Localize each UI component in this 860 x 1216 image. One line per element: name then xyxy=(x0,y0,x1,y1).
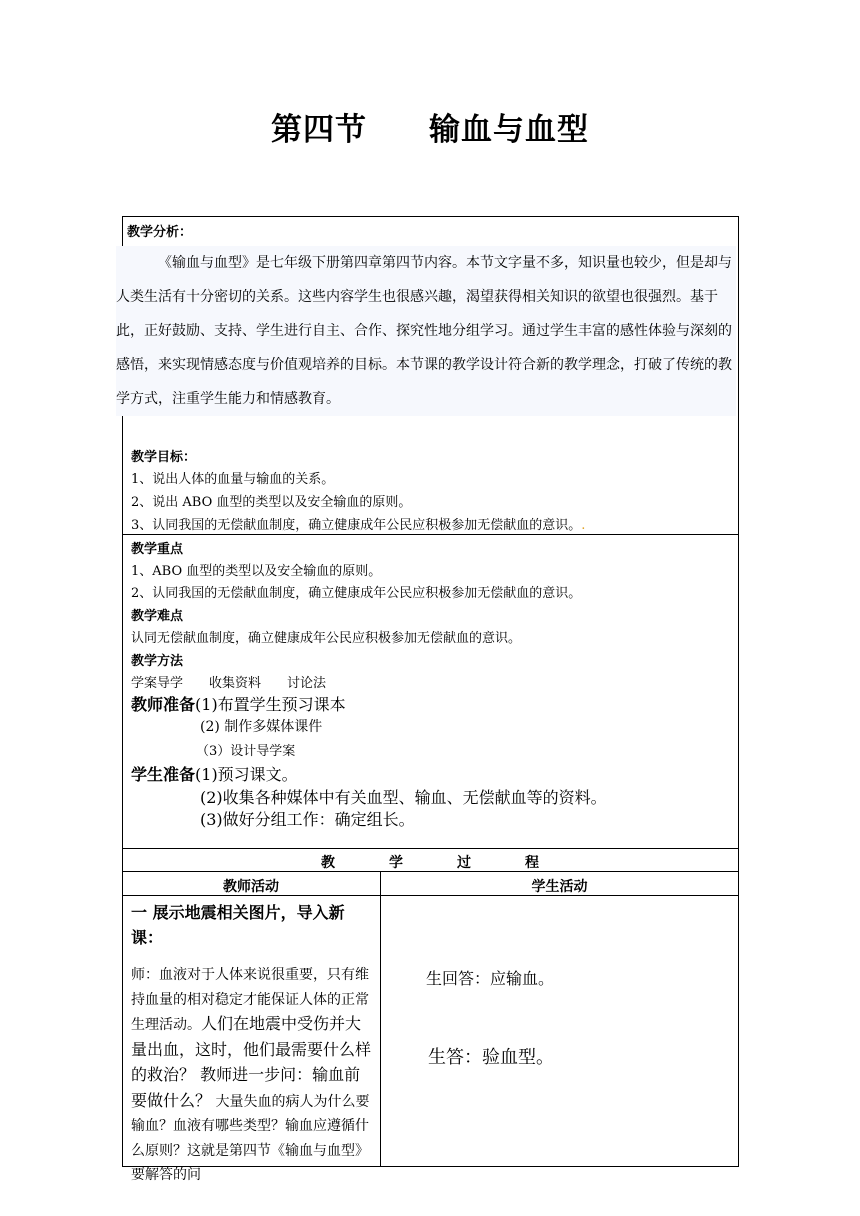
analysis-heading: 教学分析： xyxy=(127,225,193,240)
teacher-activity-body: 师：血液对于人体来说很重要，只有维持血量的相对稳定才能保证人体的正常生理活动。人们在地震中受伤并大量出血，这时，他们最需要什么样的救治？ 教师进一步问：输血前要做什么？ 大量失血的病人为什么要输血？血液有哪些类型？输血应遵循什么原则？这就是第四节《输血与血型》要解答的问 xyxy=(131,967,372,1183)
keypoint-item: 2、认同我国的无偿献血制度，确立健康成年公民应积极参加无偿献血的意识。 xyxy=(131,586,582,601)
teacher-prep-item: (2) 制作多媒体课件 xyxy=(200,719,323,735)
analysis-paragraph: 《输血与血型》是七年级下册第四章第四节内容。本节文字量不多，知识量也较少，但是却与人类生活有十分密切的关系。这些内容学生也很感兴趣，渴望获得相关知识的欲望也很强烈。基于此，正好鼓励、支持、学生进行自主、合作、探究性地分组学习。通过学生丰富的感性体验与深刻的感悟，来实现情感态度与价值观培养的目标。本节课的教学设计符合新的教学理念，打破了传统的教学方式，注重学生能力和情感教育。 xyxy=(116,246,736,416)
methods-text: 学案导学 收集资料 讨论法 xyxy=(131,676,327,691)
student-prep-item: (3)做好分组工作：确定组长。 xyxy=(200,810,415,829)
objective-item: 1、说出人体的血量与输血的关系。 xyxy=(131,472,335,487)
keypoint-item: 1、ABO 血型的类型以及安全输血的原则。 xyxy=(131,564,382,579)
student-activity-header: 学生活动 xyxy=(531,879,588,895)
student-answer: 生回答：应输血。 xyxy=(426,969,555,988)
methods-heading: 教学方法 xyxy=(131,654,184,669)
teacher-prep-heading: 教师准备 xyxy=(131,695,196,714)
process-heading: 教 学 过 程 xyxy=(321,855,539,871)
objective-item: 2、说出 ABO 血型的类型以及安全输血的原则。 xyxy=(131,495,412,510)
teacher-activity-header: 教师活动 xyxy=(223,879,279,895)
student-prep-item: (2)收集各种媒体中有关血型、输血、无偿献血等的资料。 xyxy=(200,788,607,807)
teacher-activity-heading: 一 展示地震相关图片，导入新课： xyxy=(131,903,345,947)
page-title: 第四节 输血与血型 xyxy=(271,112,589,148)
teacher-prep: 教师准备(1)布置学生预习课本 xyxy=(131,695,346,714)
objective-item: 3、认同我国的无偿献血制度，确立健康成年公民应积极参加无偿献血的意识。. xyxy=(131,518,586,533)
keypoints-heading: 教学重点 xyxy=(131,542,184,557)
student-prep: 学生准备(1)预习课文。 xyxy=(131,765,298,784)
table-divider xyxy=(122,534,738,535)
student-answer: 生答：验血型。 xyxy=(428,1047,554,1068)
table-divider xyxy=(122,848,738,849)
marker-dot: . xyxy=(581,518,586,533)
teacher-prep-item: （3）设计导学案 xyxy=(196,744,296,759)
objectives-heading: 教学目标： xyxy=(131,450,197,465)
difficulty-heading: 教学难点 xyxy=(131,609,184,624)
difficulty-text: 认同无偿献血制度，确立健康成年公民应积极参加无偿献血的意识。 xyxy=(131,631,522,646)
column-divider xyxy=(380,871,381,1167)
student-prep-heading: 学生准备 xyxy=(131,765,196,784)
